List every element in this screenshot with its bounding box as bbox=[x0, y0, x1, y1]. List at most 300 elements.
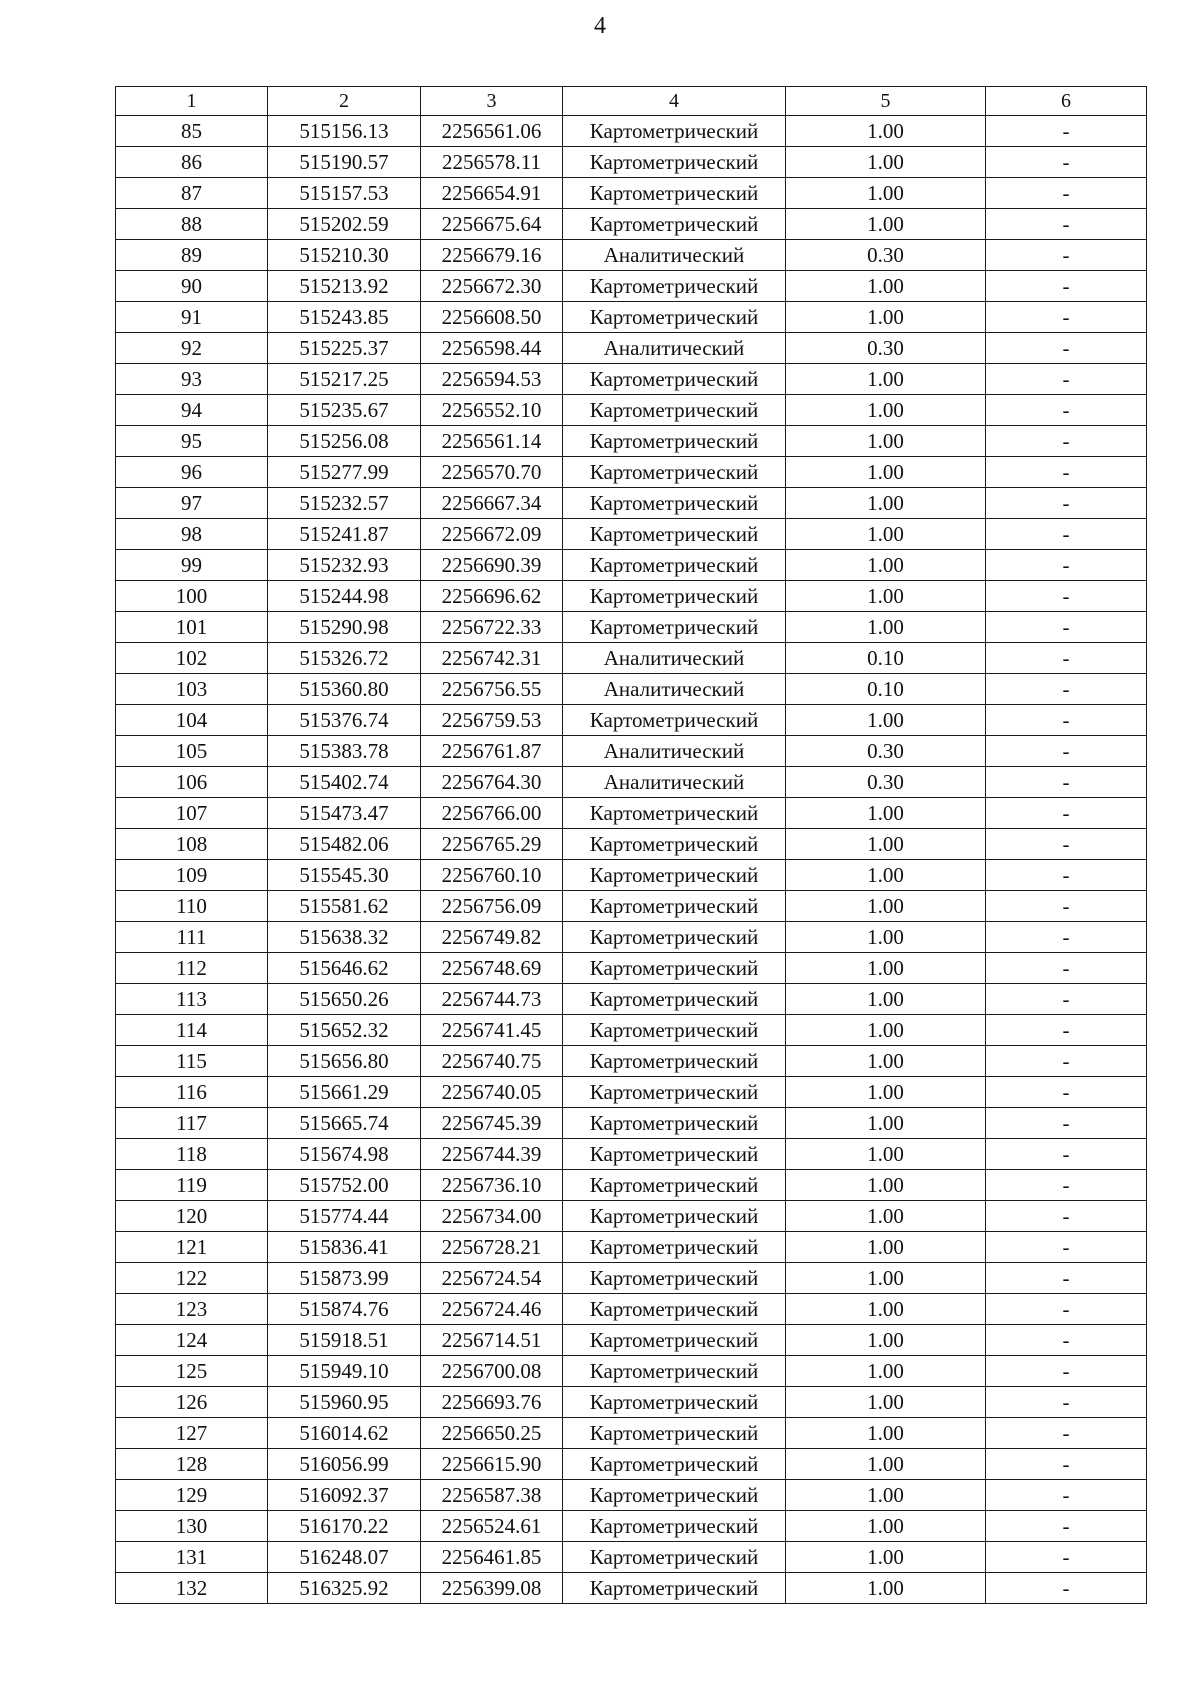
point-number-cell: 113 bbox=[116, 984, 268, 1015]
note-cell: - bbox=[986, 1201, 1147, 1232]
x-coordinate-cell: 515545.30 bbox=[268, 860, 421, 891]
point-number-cell: 120 bbox=[116, 1201, 268, 1232]
method-cell: Картометрический bbox=[563, 178, 786, 209]
page-number: 4 bbox=[594, 13, 606, 39]
note-cell: - bbox=[986, 612, 1147, 643]
note-cell: - bbox=[986, 1170, 1147, 1201]
x-coordinate-cell: 515190.57 bbox=[268, 147, 421, 178]
point-number-cell: 109 bbox=[116, 860, 268, 891]
y-coordinate-cell: 2256693.76 bbox=[421, 1387, 563, 1418]
table-row bbox=[116, 1170, 1147, 1201]
column-header: 3 bbox=[421, 87, 563, 116]
y-coordinate-cell: 2256748.69 bbox=[421, 953, 563, 984]
x-coordinate-cell: 515402.74 bbox=[268, 767, 421, 798]
accuracy-cell: 1.00 bbox=[786, 1573, 986, 1604]
x-coordinate-cell: 515213.92 bbox=[268, 271, 421, 302]
x-coordinate-cell: 515652.32 bbox=[268, 1015, 421, 1046]
x-coordinate-cell: 515656.80 bbox=[268, 1046, 421, 1077]
note-cell: - bbox=[986, 1232, 1147, 1263]
y-coordinate-cell: 2256700.08 bbox=[421, 1356, 563, 1387]
table-row bbox=[116, 1263, 1147, 1294]
accuracy-cell: 1.00 bbox=[786, 1480, 986, 1511]
table-row bbox=[116, 519, 1147, 550]
x-coordinate-cell: 515232.93 bbox=[268, 550, 421, 581]
table-row bbox=[116, 767, 1147, 798]
y-coordinate-cell: 2256675.64 bbox=[421, 209, 563, 240]
x-coordinate-cell: 515874.76 bbox=[268, 1294, 421, 1325]
table-row bbox=[116, 736, 1147, 767]
accuracy-cell: 1.00 bbox=[786, 364, 986, 395]
y-coordinate-cell: 2256570.70 bbox=[421, 457, 563, 488]
note-cell: - bbox=[986, 1356, 1147, 1387]
accuracy-cell: 1.00 bbox=[786, 1263, 986, 1294]
x-coordinate-cell: 515235.67 bbox=[268, 395, 421, 426]
y-coordinate-cell: 2256654.91 bbox=[421, 178, 563, 209]
point-number-cell: 98 bbox=[116, 519, 268, 550]
method-cell: Картометрический bbox=[563, 302, 786, 333]
x-coordinate-cell: 515661.29 bbox=[268, 1077, 421, 1108]
table-row bbox=[116, 1201, 1147, 1232]
point-number-cell: 114 bbox=[116, 1015, 268, 1046]
accuracy-cell: 1.00 bbox=[786, 519, 986, 550]
y-coordinate-cell: 2256608.50 bbox=[421, 302, 563, 333]
note-cell: - bbox=[986, 364, 1147, 395]
y-coordinate-cell: 2256759.53 bbox=[421, 705, 563, 736]
table-row bbox=[116, 860, 1147, 891]
note-cell: - bbox=[986, 116, 1147, 147]
accuracy-cell: 0.10 bbox=[786, 643, 986, 674]
accuracy-cell: 1.00 bbox=[786, 829, 986, 860]
column-header: 1 bbox=[116, 87, 268, 116]
x-coordinate-cell: 515646.62 bbox=[268, 953, 421, 984]
x-coordinate-cell: 515752.00 bbox=[268, 1170, 421, 1201]
table-row bbox=[116, 1449, 1147, 1480]
method-cell: Аналитический bbox=[563, 674, 786, 705]
accuracy-cell: 1.00 bbox=[786, 1046, 986, 1077]
accuracy-cell: 1.00 bbox=[786, 1201, 986, 1232]
note-cell: - bbox=[986, 488, 1147, 519]
y-coordinate-cell: 2256598.44 bbox=[421, 333, 563, 364]
table-row bbox=[116, 1387, 1147, 1418]
coordinates-table bbox=[115, 86, 1147, 1604]
accuracy-cell: 1.00 bbox=[786, 1325, 986, 1356]
note-cell: - bbox=[986, 457, 1147, 488]
note-cell: - bbox=[986, 147, 1147, 178]
table-row bbox=[116, 798, 1147, 829]
table-row bbox=[116, 209, 1147, 240]
method-cell: Картометрический bbox=[563, 1139, 786, 1170]
note-cell: - bbox=[986, 798, 1147, 829]
note-cell: - bbox=[986, 736, 1147, 767]
method-cell: Картометрический bbox=[563, 1077, 786, 1108]
y-coordinate-cell: 2256740.05 bbox=[421, 1077, 563, 1108]
y-coordinate-cell: 2256714.51 bbox=[421, 1325, 563, 1356]
y-coordinate-cell: 2256756.55 bbox=[421, 674, 563, 705]
method-cell: Картометрический bbox=[563, 984, 786, 1015]
accuracy-cell: 1.00 bbox=[786, 922, 986, 953]
y-coordinate-cell: 2256724.54 bbox=[421, 1263, 563, 1294]
table-row bbox=[116, 426, 1147, 457]
note-cell: - bbox=[986, 271, 1147, 302]
point-number-cell: 110 bbox=[116, 891, 268, 922]
method-cell: Аналитический bbox=[563, 736, 786, 767]
note-cell: - bbox=[986, 829, 1147, 860]
accuracy-cell: 1.00 bbox=[786, 457, 986, 488]
accuracy-cell: 1.00 bbox=[786, 1418, 986, 1449]
method-cell: Картометрический bbox=[563, 147, 786, 178]
point-number-cell: 132 bbox=[116, 1573, 268, 1604]
method-cell: Картометрический bbox=[563, 1511, 786, 1542]
method-cell: Картометрический bbox=[563, 1108, 786, 1139]
x-coordinate-cell: 515949.10 bbox=[268, 1356, 421, 1387]
table-row bbox=[116, 829, 1147, 860]
note-cell: - bbox=[986, 240, 1147, 271]
y-coordinate-cell: 2256756.09 bbox=[421, 891, 563, 922]
accuracy-cell: 1.00 bbox=[786, 1356, 986, 1387]
table-row bbox=[116, 612, 1147, 643]
point-number-cell: 94 bbox=[116, 395, 268, 426]
accuracy-cell: 1.00 bbox=[786, 488, 986, 519]
point-number-cell: 101 bbox=[116, 612, 268, 643]
x-coordinate-cell: 515157.53 bbox=[268, 178, 421, 209]
x-coordinate-cell: 515256.08 bbox=[268, 426, 421, 457]
method-cell: Картометрический bbox=[563, 1232, 786, 1263]
x-coordinate-cell: 515873.99 bbox=[268, 1263, 421, 1294]
point-number-cell: 104 bbox=[116, 705, 268, 736]
method-cell: Картометрический bbox=[563, 1387, 786, 1418]
note-cell: - bbox=[986, 1449, 1147, 1480]
accuracy-cell: 1.00 bbox=[786, 116, 986, 147]
accuracy-cell: 1.00 bbox=[786, 581, 986, 612]
accuracy-cell: 0.10 bbox=[786, 674, 986, 705]
table-row bbox=[116, 1046, 1147, 1077]
method-cell: Картометрический bbox=[563, 519, 786, 550]
y-coordinate-cell: 2256744.73 bbox=[421, 984, 563, 1015]
point-number-cell: 99 bbox=[116, 550, 268, 581]
note-cell: - bbox=[986, 1077, 1147, 1108]
accuracy-cell: 1.00 bbox=[786, 426, 986, 457]
table-row bbox=[116, 581, 1147, 612]
point-number-cell: 107 bbox=[116, 798, 268, 829]
table-row bbox=[116, 674, 1147, 705]
x-coordinate-cell: 516014.62 bbox=[268, 1418, 421, 1449]
accuracy-cell: 0.30 bbox=[786, 736, 986, 767]
note-cell: - bbox=[986, 643, 1147, 674]
method-cell: Картометрический bbox=[563, 1356, 786, 1387]
note-cell: - bbox=[986, 426, 1147, 457]
table-header bbox=[116, 87, 1147, 116]
y-coordinate-cell: 2256764.30 bbox=[421, 767, 563, 798]
y-coordinate-cell: 2256615.90 bbox=[421, 1449, 563, 1480]
point-number-cell: 92 bbox=[116, 333, 268, 364]
x-coordinate-cell: 515383.78 bbox=[268, 736, 421, 767]
x-coordinate-cell: 515960.95 bbox=[268, 1387, 421, 1418]
method-cell: Картометрический bbox=[563, 1201, 786, 1232]
note-cell: - bbox=[986, 984, 1147, 1015]
method-cell: Картометрический bbox=[563, 1325, 786, 1356]
table-row bbox=[116, 891, 1147, 922]
method-cell: Картометрический bbox=[563, 271, 786, 302]
method-cell: Картометрический bbox=[563, 209, 786, 240]
x-coordinate-cell: 515360.80 bbox=[268, 674, 421, 705]
accuracy-cell: 1.00 bbox=[786, 1108, 986, 1139]
y-coordinate-cell: 2256561.14 bbox=[421, 426, 563, 457]
accuracy-cell: 1.00 bbox=[786, 1294, 986, 1325]
y-coordinate-cell: 2256766.00 bbox=[421, 798, 563, 829]
y-coordinate-cell: 2256667.34 bbox=[421, 488, 563, 519]
x-coordinate-cell: 516092.37 bbox=[268, 1480, 421, 1511]
x-coordinate-cell: 516325.92 bbox=[268, 1573, 421, 1604]
x-coordinate-cell: 515665.74 bbox=[268, 1108, 421, 1139]
table-row bbox=[116, 953, 1147, 984]
y-coordinate-cell: 2256679.16 bbox=[421, 240, 563, 271]
table-row bbox=[116, 1015, 1147, 1046]
note-cell: - bbox=[986, 1480, 1147, 1511]
y-coordinate-cell: 2256578.11 bbox=[421, 147, 563, 178]
table-row bbox=[116, 1356, 1147, 1387]
point-number-cell: 125 bbox=[116, 1356, 268, 1387]
point-number-cell: 130 bbox=[116, 1511, 268, 1542]
note-cell: - bbox=[986, 767, 1147, 798]
column-header: 2 bbox=[268, 87, 421, 116]
method-cell: Картометрический bbox=[563, 829, 786, 860]
point-number-cell: 115 bbox=[116, 1046, 268, 1077]
point-number-cell: 100 bbox=[116, 581, 268, 612]
note-cell: - bbox=[986, 1108, 1147, 1139]
method-cell: Картометрический bbox=[563, 922, 786, 953]
point-number-cell: 91 bbox=[116, 302, 268, 333]
table-row bbox=[116, 1325, 1147, 1356]
accuracy-cell: 1.00 bbox=[786, 209, 986, 240]
accuracy-cell: 1.00 bbox=[786, 860, 986, 891]
point-number-cell: 123 bbox=[116, 1294, 268, 1325]
accuracy-cell: 1.00 bbox=[786, 550, 986, 581]
y-coordinate-cell: 2256740.75 bbox=[421, 1046, 563, 1077]
method-cell: Аналитический bbox=[563, 333, 786, 364]
x-coordinate-cell: 515241.87 bbox=[268, 519, 421, 550]
point-number-cell: 121 bbox=[116, 1232, 268, 1263]
note-cell: - bbox=[986, 302, 1147, 333]
x-coordinate-cell: 515638.32 bbox=[268, 922, 421, 953]
point-number-cell: 117 bbox=[116, 1108, 268, 1139]
method-cell: Аналитический bbox=[563, 767, 786, 798]
table-row bbox=[116, 1108, 1147, 1139]
point-number-cell: 106 bbox=[116, 767, 268, 798]
note-cell: - bbox=[986, 178, 1147, 209]
note-cell: - bbox=[986, 1294, 1147, 1325]
table-row bbox=[116, 302, 1147, 333]
y-coordinate-cell: 2256744.39 bbox=[421, 1139, 563, 1170]
y-coordinate-cell: 2256399.08 bbox=[421, 1573, 563, 1604]
point-number-cell: 126 bbox=[116, 1387, 268, 1418]
note-cell: - bbox=[986, 333, 1147, 364]
note-cell: - bbox=[986, 953, 1147, 984]
column-header: 4 bbox=[563, 87, 786, 116]
table-row bbox=[116, 984, 1147, 1015]
table-row bbox=[116, 364, 1147, 395]
table-row bbox=[116, 1542, 1147, 1573]
point-number-cell: 86 bbox=[116, 147, 268, 178]
accuracy-cell: 1.00 bbox=[786, 798, 986, 829]
note-cell: - bbox=[986, 1542, 1147, 1573]
method-cell: Картометрический bbox=[563, 116, 786, 147]
y-coordinate-cell: 2256461.85 bbox=[421, 1542, 563, 1573]
x-coordinate-cell: 515202.59 bbox=[268, 209, 421, 240]
note-cell: - bbox=[986, 1263, 1147, 1294]
table-body bbox=[116, 116, 1147, 1604]
point-number-cell: 87 bbox=[116, 178, 268, 209]
method-cell: Аналитический bbox=[563, 643, 786, 674]
note-cell: - bbox=[986, 705, 1147, 736]
accuracy-cell: 1.00 bbox=[786, 178, 986, 209]
y-coordinate-cell: 2256734.00 bbox=[421, 1201, 563, 1232]
column-header: 5 bbox=[786, 87, 986, 116]
x-coordinate-cell: 515836.41 bbox=[268, 1232, 421, 1263]
note-cell: - bbox=[986, 1139, 1147, 1170]
accuracy-cell: 1.00 bbox=[786, 984, 986, 1015]
table-row bbox=[116, 271, 1147, 302]
table-row bbox=[116, 550, 1147, 581]
point-number-cell: 89 bbox=[116, 240, 268, 271]
y-coordinate-cell: 2256561.06 bbox=[421, 116, 563, 147]
y-coordinate-cell: 2256760.10 bbox=[421, 860, 563, 891]
accuracy-cell: 1.00 bbox=[786, 147, 986, 178]
point-number-cell: 118 bbox=[116, 1139, 268, 1170]
method-cell: Картометрический bbox=[563, 798, 786, 829]
method-cell: Картометрический bbox=[563, 953, 786, 984]
table-row bbox=[116, 178, 1147, 209]
table-row bbox=[116, 705, 1147, 736]
table-row bbox=[116, 1573, 1147, 1604]
point-number-cell: 90 bbox=[116, 271, 268, 302]
note-cell: - bbox=[986, 581, 1147, 612]
x-coordinate-cell: 515244.98 bbox=[268, 581, 421, 612]
method-cell: Картометрический bbox=[563, 457, 786, 488]
x-coordinate-cell: 515774.44 bbox=[268, 1201, 421, 1232]
point-number-cell: 88 bbox=[116, 209, 268, 240]
table-row bbox=[116, 1294, 1147, 1325]
method-cell: Картометрический bbox=[563, 1480, 786, 1511]
point-number-cell: 111 bbox=[116, 922, 268, 953]
accuracy-cell: 1.00 bbox=[786, 1387, 986, 1418]
method-cell: Картометрический bbox=[563, 891, 786, 922]
accuracy-cell: 1.00 bbox=[786, 271, 986, 302]
x-coordinate-cell: 515277.99 bbox=[268, 457, 421, 488]
table-row bbox=[116, 457, 1147, 488]
note-cell: - bbox=[986, 1418, 1147, 1449]
accuracy-cell: 1.00 bbox=[786, 705, 986, 736]
note-cell: - bbox=[986, 1387, 1147, 1418]
note-cell: - bbox=[986, 209, 1147, 240]
method-cell: Картометрический bbox=[563, 1263, 786, 1294]
y-coordinate-cell: 2256672.09 bbox=[421, 519, 563, 550]
x-coordinate-cell: 515210.30 bbox=[268, 240, 421, 271]
method-cell: Картометрический bbox=[563, 395, 786, 426]
point-number-cell: 103 bbox=[116, 674, 268, 705]
accuracy-cell: 1.00 bbox=[786, 891, 986, 922]
accuracy-cell: 1.00 bbox=[786, 612, 986, 643]
note-cell: - bbox=[986, 860, 1147, 891]
note-cell: - bbox=[986, 519, 1147, 550]
point-number-cell: 116 bbox=[116, 1077, 268, 1108]
table-row bbox=[116, 643, 1147, 674]
table-row bbox=[116, 240, 1147, 271]
accuracy-cell: 1.00 bbox=[786, 395, 986, 426]
accuracy-cell: 1.00 bbox=[786, 302, 986, 333]
point-number-cell: 124 bbox=[116, 1325, 268, 1356]
accuracy-cell: 1.00 bbox=[786, 1449, 986, 1480]
point-number-cell: 105 bbox=[116, 736, 268, 767]
table-row bbox=[116, 1418, 1147, 1449]
point-number-cell: 112 bbox=[116, 953, 268, 984]
table-row bbox=[116, 1077, 1147, 1108]
table-row bbox=[116, 395, 1147, 426]
y-coordinate-cell: 2256650.25 bbox=[421, 1418, 563, 1449]
method-cell: Картометрический bbox=[563, 1542, 786, 1573]
point-number-cell: 102 bbox=[116, 643, 268, 674]
table-row bbox=[116, 1139, 1147, 1170]
note-cell: - bbox=[986, 1015, 1147, 1046]
x-coordinate-cell: 515473.47 bbox=[268, 798, 421, 829]
y-coordinate-cell: 2256587.38 bbox=[421, 1480, 563, 1511]
accuracy-cell: 1.00 bbox=[786, 1015, 986, 1046]
note-cell: - bbox=[986, 1325, 1147, 1356]
point-number-cell: 128 bbox=[116, 1449, 268, 1480]
y-coordinate-cell: 2256749.82 bbox=[421, 922, 563, 953]
table-row bbox=[116, 333, 1147, 364]
x-coordinate-cell: 515326.72 bbox=[268, 643, 421, 674]
note-cell: - bbox=[986, 1511, 1147, 1542]
table-row bbox=[116, 1511, 1147, 1542]
method-cell: Картометрический bbox=[563, 612, 786, 643]
y-coordinate-cell: 2256741.45 bbox=[421, 1015, 563, 1046]
point-number-cell: 127 bbox=[116, 1418, 268, 1449]
y-coordinate-cell: 2256690.39 bbox=[421, 550, 563, 581]
x-coordinate-cell: 515376.74 bbox=[268, 705, 421, 736]
x-coordinate-cell: 516170.22 bbox=[268, 1511, 421, 1542]
y-coordinate-cell: 2256765.29 bbox=[421, 829, 563, 860]
point-number-cell: 93 bbox=[116, 364, 268, 395]
method-cell: Картометрический bbox=[563, 1418, 786, 1449]
note-cell: - bbox=[986, 395, 1147, 426]
y-coordinate-cell: 2256722.33 bbox=[421, 612, 563, 643]
point-number-cell: 95 bbox=[116, 426, 268, 457]
x-coordinate-cell: 515650.26 bbox=[268, 984, 421, 1015]
method-cell: Картометрический bbox=[563, 581, 786, 612]
y-coordinate-cell: 2256728.21 bbox=[421, 1232, 563, 1263]
point-number-cell: 96 bbox=[116, 457, 268, 488]
accuracy-cell: 0.30 bbox=[786, 767, 986, 798]
accuracy-cell: 1.00 bbox=[786, 1511, 986, 1542]
accuracy-cell: 1.00 bbox=[786, 1139, 986, 1170]
accuracy-cell: 1.00 bbox=[786, 1077, 986, 1108]
table-row bbox=[116, 1480, 1147, 1511]
table-row bbox=[116, 147, 1147, 178]
method-cell: Картометрический bbox=[563, 1170, 786, 1201]
x-coordinate-cell: 515674.98 bbox=[268, 1139, 421, 1170]
point-number-cell: 85 bbox=[116, 116, 268, 147]
y-coordinate-cell: 2256524.61 bbox=[421, 1511, 563, 1542]
accuracy-cell: 1.00 bbox=[786, 1170, 986, 1201]
note-cell: - bbox=[986, 891, 1147, 922]
y-coordinate-cell: 2256672.30 bbox=[421, 271, 563, 302]
method-cell: Картометрический bbox=[563, 1294, 786, 1325]
y-coordinate-cell: 2256594.53 bbox=[421, 364, 563, 395]
y-coordinate-cell: 2256696.62 bbox=[421, 581, 563, 612]
method-cell: Картометрический bbox=[563, 1046, 786, 1077]
table-row bbox=[116, 116, 1147, 147]
note-cell: - bbox=[986, 1573, 1147, 1604]
